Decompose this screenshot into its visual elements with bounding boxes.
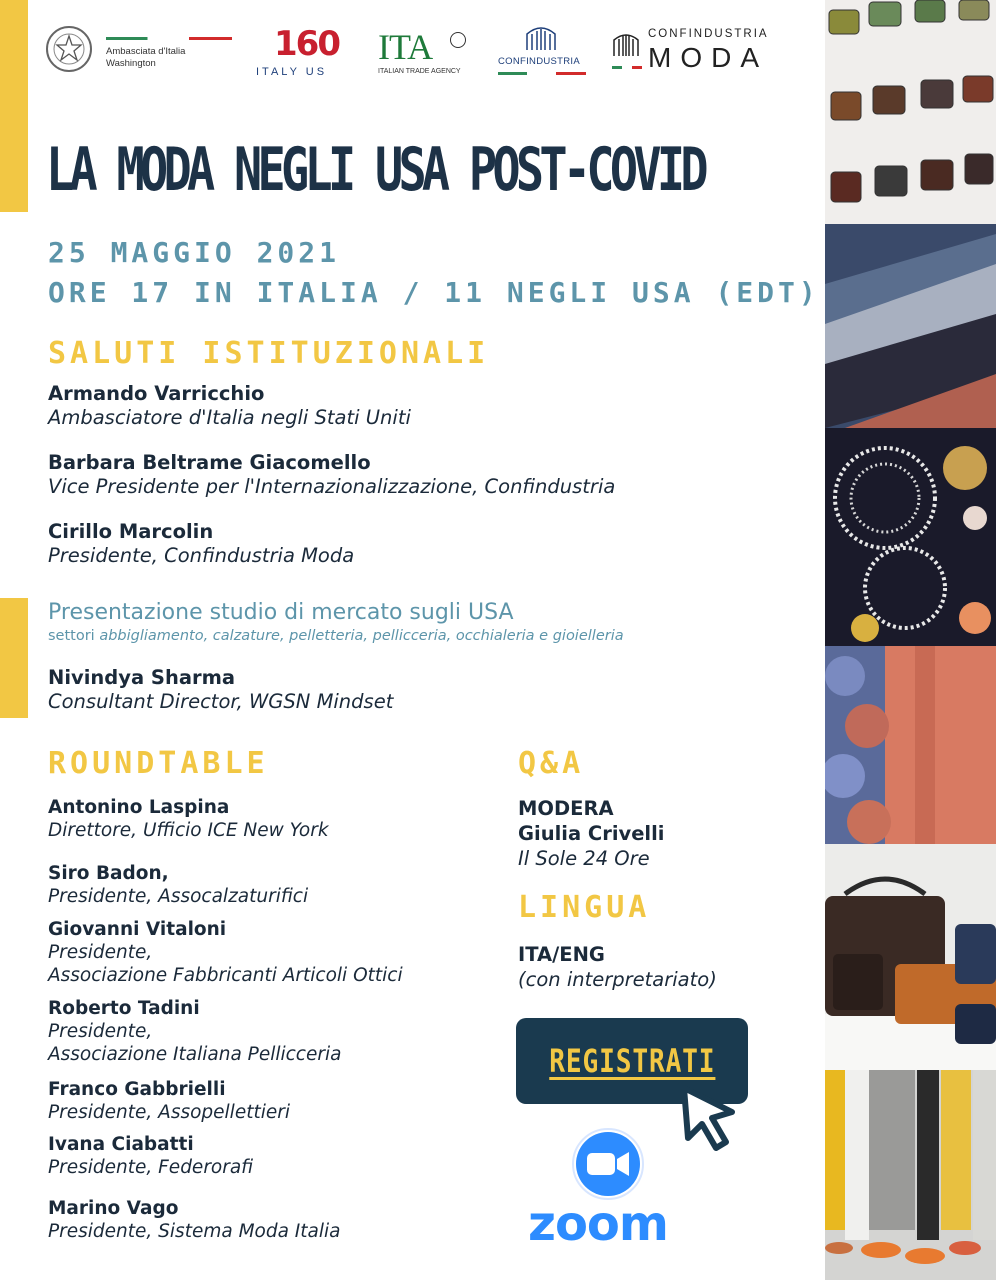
moda-wordmark: MODA: [648, 42, 768, 73]
confindustria-building-icon: [524, 22, 558, 52]
lingua-heading: LINGUA: [518, 890, 651, 925]
embassy-line-1: Ambasciata d'Italia: [106, 46, 186, 57]
moderator-outlet: Il Sole 24 Ore: [518, 847, 650, 870]
panelist-role: Presidente, Sistema Moda Italia: [48, 1221, 341, 1242]
panelist-entry: [48, 1197, 340, 1243]
italyus-logo: [252, 24, 362, 84]
italyus-wordmark: ITALY US: [256, 66, 328, 78]
photo-models-shoes: [825, 1070, 996, 1280]
panelist-name: Franco Gabbrielli: [48, 1079, 226, 1100]
speaker-role: Vice Presidente per l'Internazionalizzazione, Confindustria: [48, 475, 616, 498]
confindustria-wordmark: CONFINDUSTRIA: [498, 56, 581, 67]
panelist-role: Presidente, Assopellettieri: [48, 1102, 290, 1123]
speaker-name: Armando Varricchio: [48, 382, 265, 405]
speaker-entry: [48, 382, 411, 430]
speaker-name: Cirillo Marcolin: [48, 520, 214, 543]
panelist-role-organisation: Associazione Fabbricanti Articoli Ottici: [48, 965, 403, 986]
speaker-entry: [48, 666, 393, 714]
ita-wordmark: ITA: [378, 27, 433, 67]
panelist-role: Presidente,: [48, 942, 153, 963]
cursor-pointer-icon: [676, 1082, 742, 1152]
panelist-name: Roberto Tadini: [48, 998, 200, 1019]
qa-heading: Q&A: [518, 746, 585, 781]
embassy-logo: [44, 22, 244, 82]
zoom-camera-icon[interactable]: [572, 1128, 644, 1200]
moderator-label: MODERA: [518, 797, 614, 820]
panelist-entry: [48, 997, 341, 1066]
confindustria-moda-building-icon: [612, 28, 640, 58]
speaker-entry: [48, 520, 354, 568]
presentation-subtitle-prefix: settori: [48, 628, 100, 644]
presentation-subtitle: [48, 628, 624, 644]
panelist-entry: [48, 796, 329, 842]
event-title: LA MODA NEGLI USA POST-COVID: [46, 135, 704, 205]
saluti-heading: SALUTI ISTITUZIONALI: [48, 336, 490, 371]
partner-logos: [44, 18, 804, 88]
speaker-name: Barbara Beltrame Giacomello: [48, 451, 371, 474]
photo-jewelry: [825, 428, 996, 646]
embassy-name: [106, 46, 185, 70]
register-button-label[interactable]: REGISTRATI: [548, 1042, 716, 1080]
italyus-number: 160: [274, 24, 339, 64]
panelist-name: Giovanni Vitaloni: [48, 919, 227, 940]
roundtable-heading: ROUNDTABLE: [48, 746, 269, 781]
panelist-role: Presidente,: [48, 1021, 153, 1042]
panelist-role-organisation: Associazione Italiana Pellicceria: [48, 1044, 342, 1065]
photo-leather-bags: [825, 844, 996, 1070]
speaker-entry: [48, 451, 615, 499]
language-value: ITA/ENG: [518, 943, 605, 966]
moderator-block: [518, 796, 665, 871]
accent-bar-middle: [0, 598, 28, 718]
ita-agency-name: ITALIAN TRADE AGENCY: [378, 68, 461, 75]
speaker-name: Nivindya Sharma: [48, 666, 236, 689]
panelist-role: Presidente, Federorafi: [48, 1157, 254, 1178]
accent-bar-top: [0, 0, 28, 212]
moda-top-wordmark: CONFINDUSTRIA: [648, 28, 769, 40]
ita-logo: [378, 26, 474, 86]
language-note: (con interpretariato): [518, 968, 717, 991]
speaker-role: Presidente, Confindustria Moda: [48, 544, 355, 567]
photo-metal-letters: [825, 0, 996, 224]
presentation-title: Presentazione studio di mercato sugli USA: [48, 600, 514, 625]
zoom-wordmark: zoom: [528, 1196, 668, 1252]
panelist-role: Presidente, Assocalzaturifici: [48, 886, 309, 907]
panelist-entry: [48, 1078, 290, 1124]
presentation-sectors: abbigliamento, calzature, pelletteria, pellicceria, occhialeria e gioielleria: [99, 628, 624, 644]
embassy-seal-icon: [44, 22, 94, 76]
speaker-role: Ambasciatore d'Italia negli Stati Uniti: [48, 406, 411, 429]
moderator-name: Giulia Crivelli: [518, 822, 665, 845]
event-time: ORE 17 IN ITALIA / 11 NEGLI USA (EDT): [48, 276, 820, 309]
photo-fur: [825, 646, 996, 844]
panelist-name: Ivana Ciabatti: [48, 1134, 194, 1155]
moda-flag-line: [612, 66, 642, 69]
confindustria-flag-line: [498, 72, 586, 75]
panelist-entry: [48, 1133, 253, 1179]
panelist-role: Direttore, Ufficio ICE New York: [48, 820, 329, 841]
confindustria-moda-logo: [612, 24, 804, 84]
ita-circle-mark: [450, 32, 466, 48]
panelist-name: Antonino Laspina: [48, 797, 230, 818]
photo-fabric-samples: [825, 224, 996, 428]
language-block: [518, 942, 717, 992]
confindustria-logo: [494, 22, 594, 84]
panelist-name: Marino Vago: [48, 1198, 179, 1219]
panelist-entry: [48, 918, 403, 987]
embassy-line-2: Washington: [106, 58, 156, 69]
embassy-flag-line: [106, 37, 232, 40]
panelist-entry: [48, 862, 308, 908]
panelist-name: Siro Badon,: [48, 863, 169, 884]
event-date: 25 MAGGIO 2021: [48, 236, 341, 269]
speaker-role: Consultant Director, WGSN Mindset: [48, 690, 394, 713]
